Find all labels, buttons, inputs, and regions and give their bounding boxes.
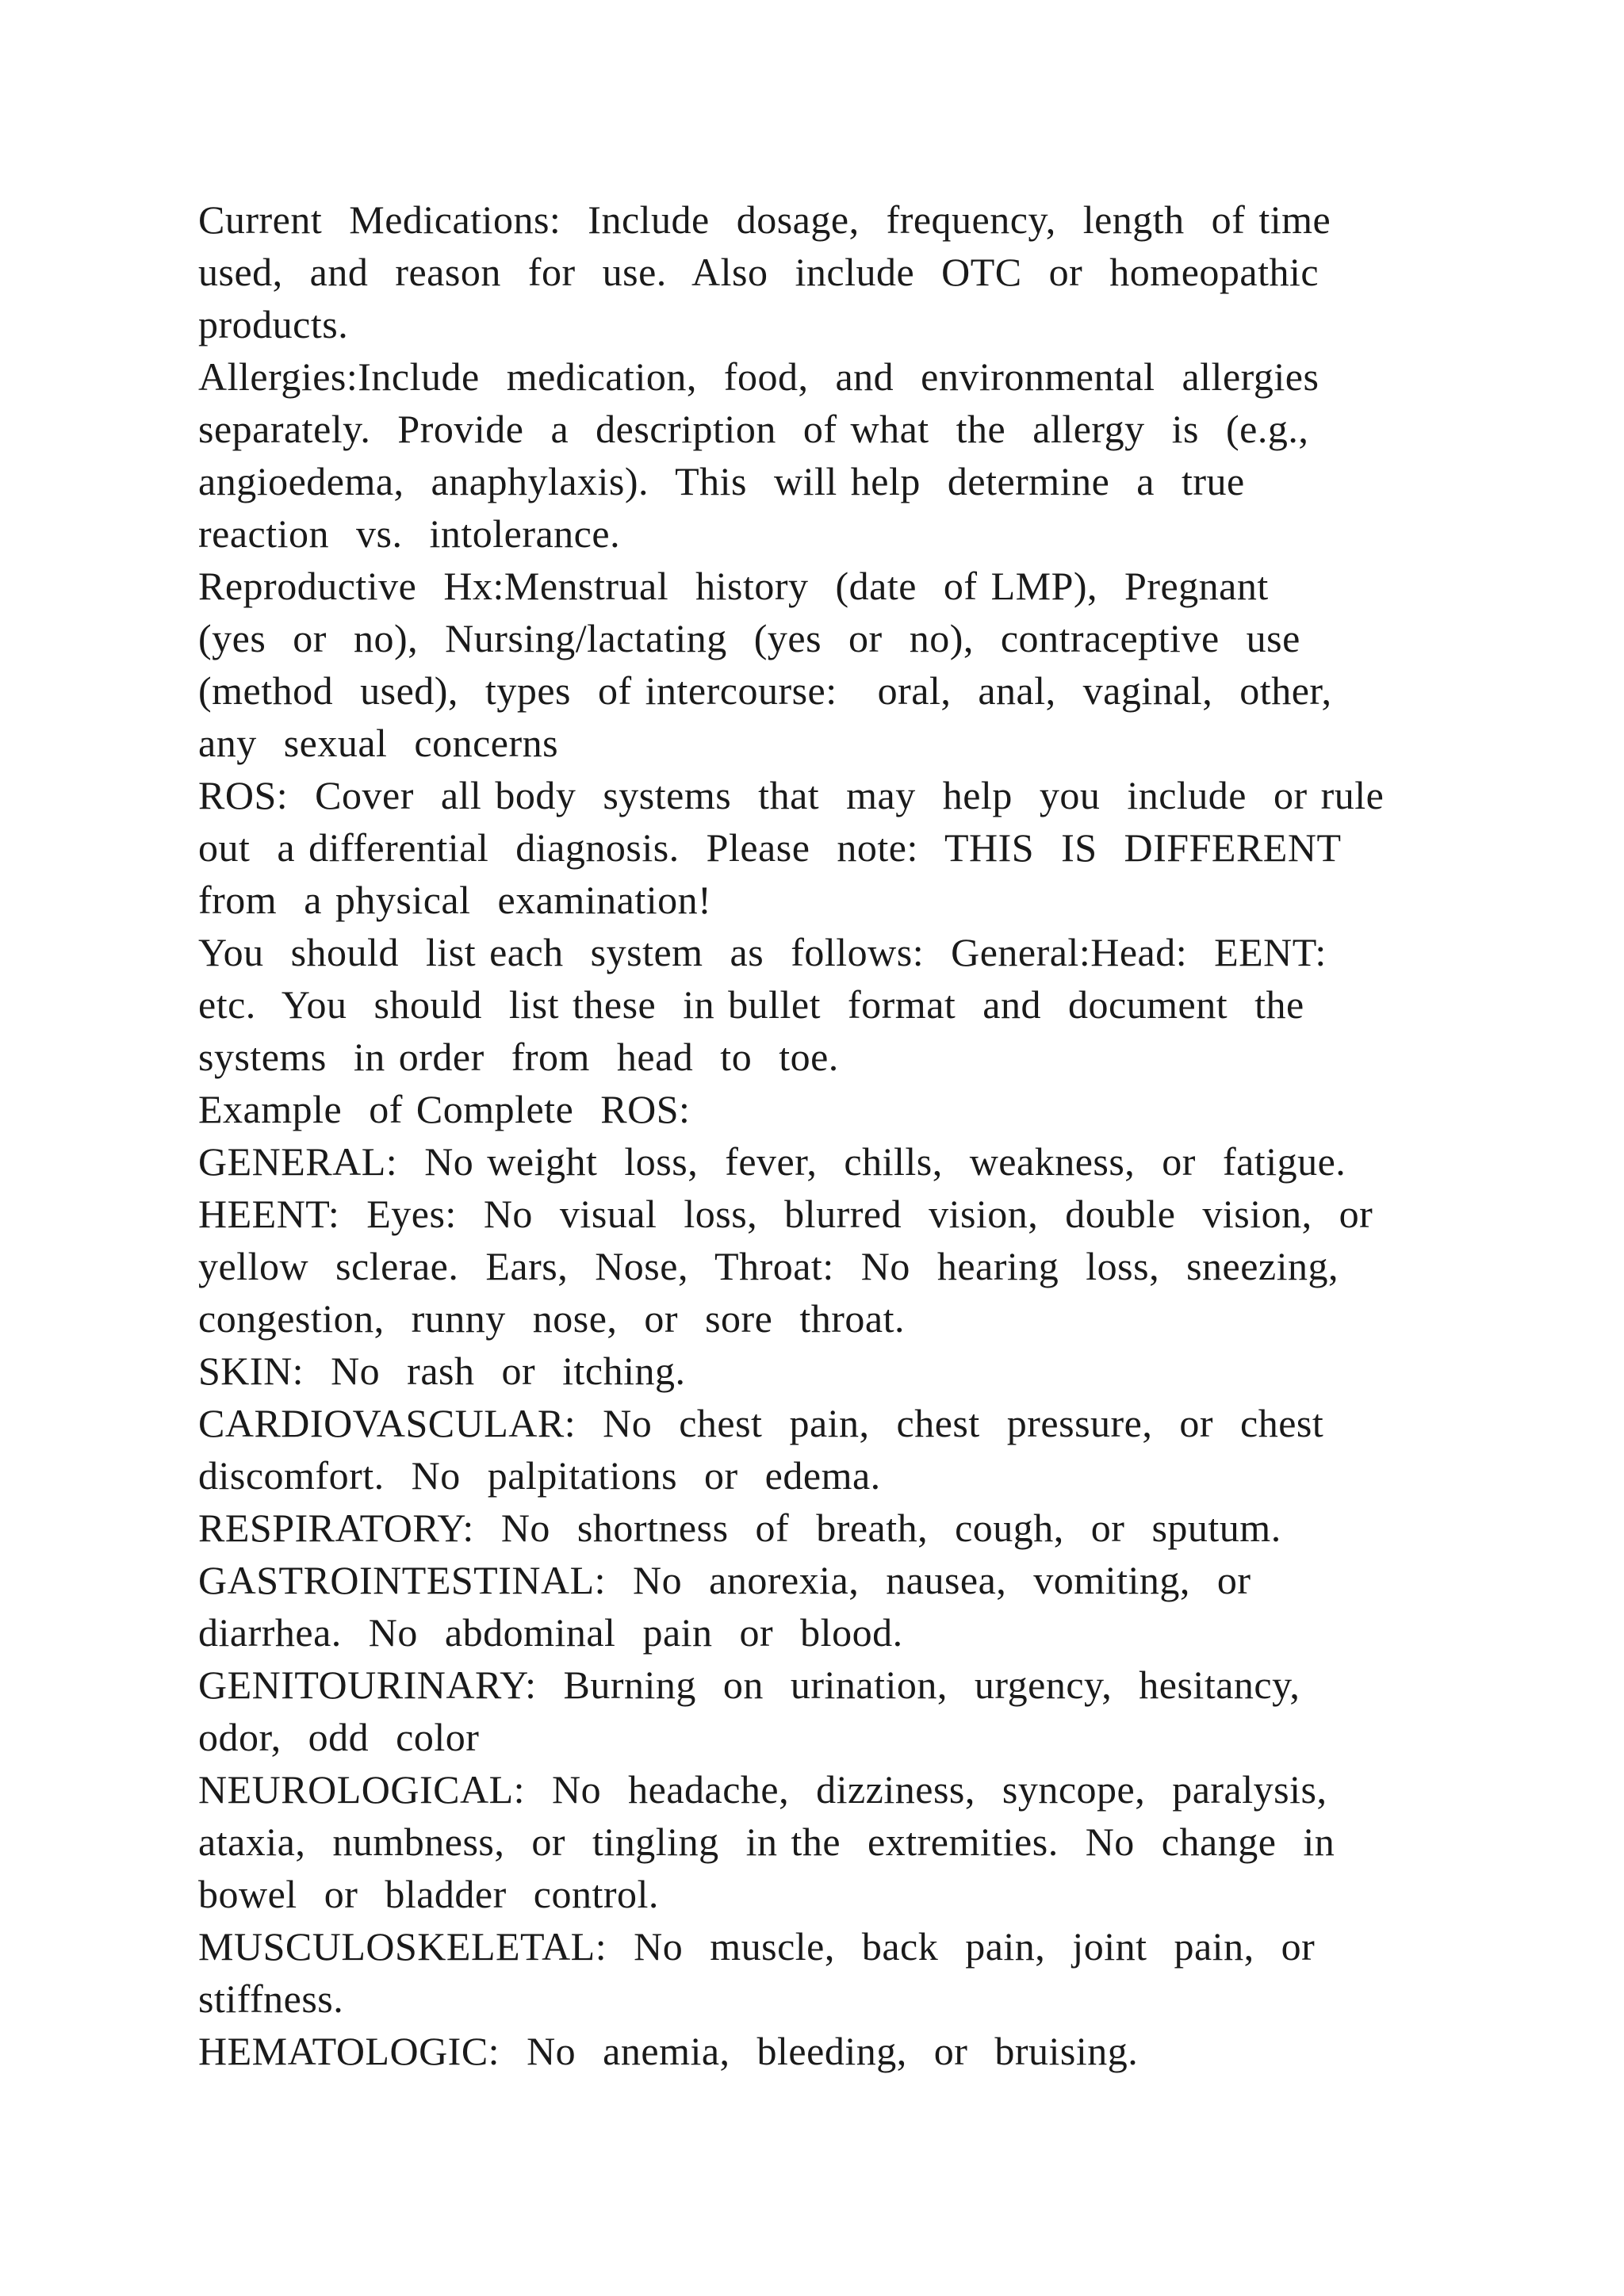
document-line: out a differential diagnosis. Please note: THIS IS DIFFERENT xyxy=(198,825,1342,870)
document-line: bowel or bladder control. xyxy=(198,1872,659,1916)
document-line: You should list each system as follows: General:Head: EENT: xyxy=(198,930,1327,974)
document-line: MUSCULOSKELETAL: No muscle, back pain, joint pain, or xyxy=(198,1924,1316,1969)
document-line: SKIN: No rash or itching. xyxy=(198,1349,686,1393)
document-line: GENERAL: No weight loss, fever, chills, weakness, or fatigue. xyxy=(198,1139,1346,1184)
document-line: Example of Complete ROS: xyxy=(198,1087,691,1131)
document-line: from a physical examination! xyxy=(198,878,712,922)
document-line: diarrhea. No abdominal pain or blood. xyxy=(198,1610,903,1655)
document-line: separately. Provide a description of what the allergy is (e.g., xyxy=(198,407,1309,451)
document-line: NEUROLOGICAL: No headache, dizziness, syncope, paralysis, xyxy=(198,1767,1327,1812)
document-line: yellow sclerae. Ears, Nose, Throat: No hearing loss, sneezing, xyxy=(198,1244,1339,1288)
document-line: ROS: Cover all body systems that may help you include or rule xyxy=(198,773,1385,817)
document-line: GASTROINTESTINAL: No anorexia, nausea, vomiting, or xyxy=(198,1558,1251,1602)
document-line: Current Medications: Include dosage, frequency, length of time xyxy=(198,197,1331,242)
document-body xyxy=(198,193,1435,2077)
document-line: angioedema, anaphylaxis). This will help determine a true xyxy=(198,459,1245,503)
document-line: Allergies:Include medication, food, and environmental allergies xyxy=(198,354,1320,399)
document-line: any sexual concerns xyxy=(198,721,559,765)
document-line: (yes or no), Nursing/lactating (yes or no), contraceptive use xyxy=(198,616,1300,660)
document-line: RESPIRATORY: No shortness of breath, cough, or sputum. xyxy=(198,1506,1281,1550)
document-line: Reproductive Hx:Menstrual history (date of LMP), Pregnant xyxy=(198,564,1269,608)
document-line: (method used), types of intercourse: oral, anal, vaginal, other, xyxy=(198,668,1332,713)
document-line: systems in order from head to toe. xyxy=(198,1035,839,1079)
document-line: CARDIOVASCULAR: No chest pain, chest pressure, or chest xyxy=(198,1401,1324,1445)
document-line: odor, odd color xyxy=(198,1715,480,1759)
document-line: products. xyxy=(198,302,349,346)
document-line: discomfort. No palpitations or edema. xyxy=(198,1453,881,1498)
document-line: GENITOURINARY: Burning on urination, urgency, hesitancy, xyxy=(198,1663,1300,1707)
document-line: ataxia, numbness, or tingling in the extremities. No change in xyxy=(198,1820,1335,1864)
document-line: congestion, runny nose, or sore throat. xyxy=(198,1296,906,1341)
document-line: used, and reason for use. Also include OTC or homeopathic xyxy=(198,250,1320,294)
document-line: reaction vs. intolerance. xyxy=(198,511,621,556)
document-line: etc. You should list these in bullet format and document the xyxy=(198,982,1304,1027)
document-line: stiffness. xyxy=(198,1976,344,2021)
document-line: HEENT: Eyes: No visual loss, blurred vision, double vision, or xyxy=(198,1192,1373,1236)
document-line: HEMATOLOGIC: No anemia, bleeding, or bruising. xyxy=(198,2029,1139,2073)
